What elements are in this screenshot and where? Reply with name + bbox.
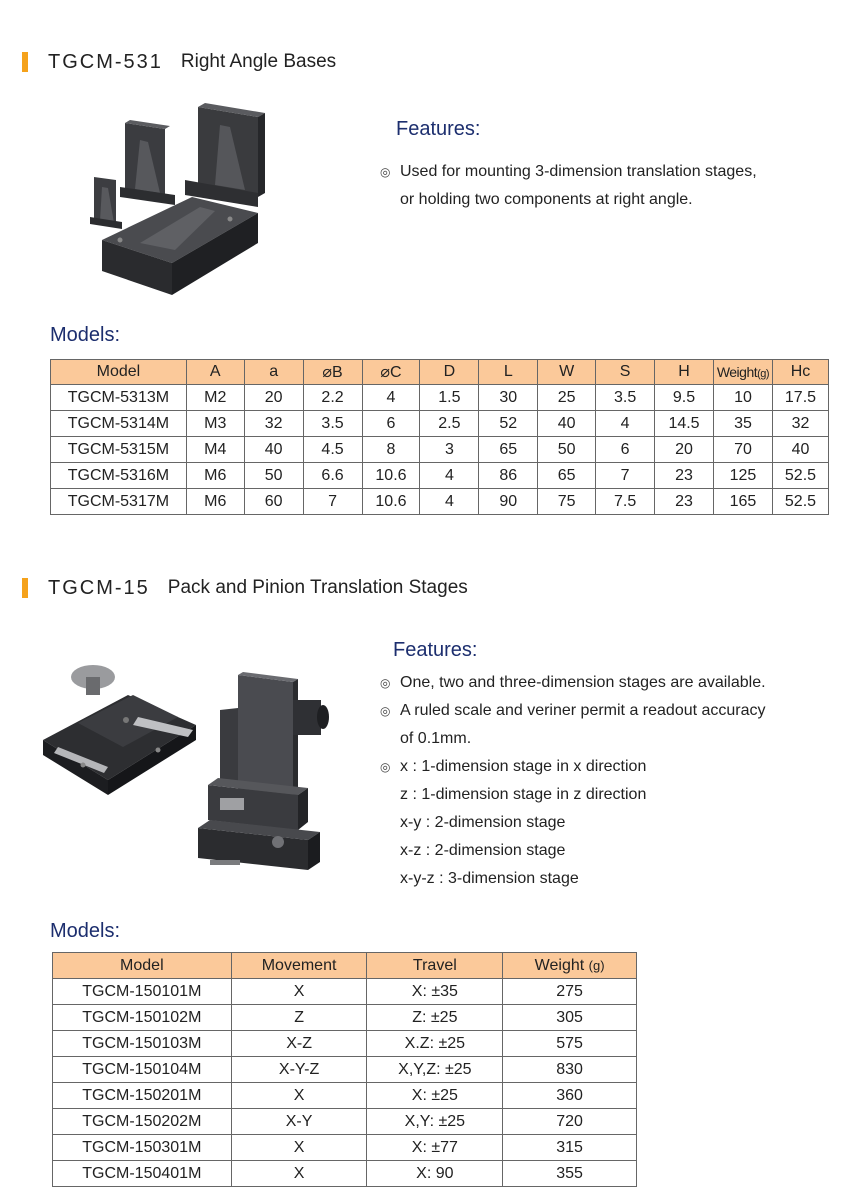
header-cell: H xyxy=(655,360,714,385)
features-list xyxy=(380,158,757,214)
models-title: Models: xyxy=(50,920,121,942)
table-cell: 3.5 xyxy=(303,411,362,437)
table-header-row xyxy=(53,953,637,979)
feature-line: or holding two components at right angle. xyxy=(400,191,693,208)
table-cell: 2.2 xyxy=(303,385,362,411)
bullet-icon: ◎ xyxy=(380,704,391,718)
table-cell: 52.5 xyxy=(772,463,828,489)
features-title: Features: xyxy=(393,639,478,661)
feature-line: x : 1-dimension stage in x direction xyxy=(400,758,647,775)
table-cell: 4 xyxy=(420,489,479,515)
feature-item xyxy=(380,753,766,893)
table-cell: X: 90 xyxy=(367,1161,503,1187)
table-cell: 23 xyxy=(655,489,714,515)
models-table-tgcm-531 xyxy=(50,359,829,515)
header-cell: A xyxy=(186,360,244,385)
section-heading-tgcm-531 xyxy=(22,50,336,74)
table-cell: X-Y xyxy=(231,1109,367,1135)
header-cell: Movement xyxy=(231,953,367,979)
table-row xyxy=(53,1161,637,1187)
table-cell: X.Z: ±25 xyxy=(367,1031,503,1057)
feature-line: of 0.1mm. xyxy=(400,730,472,747)
table-cell: TGCM-5315M xyxy=(51,437,187,463)
table-cell: 86 xyxy=(479,463,538,489)
feature-item xyxy=(380,158,757,214)
header-cell: Travel xyxy=(367,953,503,979)
models-title: Models: xyxy=(50,324,121,346)
header-cell-weight xyxy=(503,953,637,979)
models-table-tgcm-15 xyxy=(52,952,637,1187)
bullet-icon: ◎ xyxy=(380,760,391,774)
table-cell: 830 xyxy=(503,1057,637,1083)
table-cell: TGCM-150101M xyxy=(53,979,232,1005)
feature-line: Used for mounting 3-dimension translation stages, xyxy=(400,163,757,180)
header-cell: a xyxy=(244,360,303,385)
table-row xyxy=(53,1031,637,1057)
table-cell: TGCM-5317M xyxy=(51,489,187,515)
table-body xyxy=(51,385,829,515)
table-cell: 23 xyxy=(655,463,714,489)
table-cell: 60 xyxy=(244,489,303,515)
table-cell: X xyxy=(231,1083,367,1109)
feature-line: x-y-z : 3-dimension stage xyxy=(400,870,579,887)
table-cell: X,Y,Z: ±25 xyxy=(367,1057,503,1083)
table-cell: TGCM-150104M xyxy=(53,1057,232,1083)
table-cell: M3 xyxy=(186,411,244,437)
header-cell: ⌀B xyxy=(303,360,362,385)
table-cell: 275 xyxy=(503,979,637,1005)
features-list xyxy=(380,669,766,893)
table-cell: 10 xyxy=(713,385,772,411)
table-header-row xyxy=(51,360,829,385)
header-cell: Hc xyxy=(772,360,828,385)
table-cell: TGCM-5314M xyxy=(51,411,187,437)
table-row xyxy=(53,979,637,1005)
header-weight-unit: (g) xyxy=(588,957,605,973)
table-cell: 305 xyxy=(503,1005,637,1031)
table-cell: X xyxy=(231,1161,367,1187)
header-cell-weight xyxy=(713,360,772,385)
table-cell: X,Y: ±25 xyxy=(367,1109,503,1135)
header-cell: D xyxy=(420,360,479,385)
table-cell: 6.6 xyxy=(303,463,362,489)
header-cell: Model xyxy=(51,360,187,385)
table-cell: 32 xyxy=(772,411,828,437)
table-cell: 575 xyxy=(503,1031,637,1057)
right-angle-bases-product-image xyxy=(80,95,280,300)
table-cell: 1.5 xyxy=(420,385,479,411)
section-code: TGCM-531 xyxy=(48,50,163,73)
header-weight-unit: (g) xyxy=(757,368,770,380)
table-cell: 7.5 xyxy=(596,489,655,515)
table-cell: TGCM-150102M xyxy=(53,1005,232,1031)
table-cell: 50 xyxy=(244,463,303,489)
table-cell: TGCM-150202M xyxy=(53,1109,232,1135)
table-cell: M2 xyxy=(186,385,244,411)
header-cell: S xyxy=(596,360,655,385)
table-cell: TGCM-5313M xyxy=(51,385,187,411)
section-title: Right Angle Bases xyxy=(180,51,337,72)
table-cell: 165 xyxy=(713,489,772,515)
feature-line: x-z : 2-dimension stage xyxy=(400,842,566,859)
table-cell: 9.5 xyxy=(655,385,714,411)
table-cell: 70 xyxy=(713,437,772,463)
table-cell: 6 xyxy=(362,411,420,437)
table-cell: 50 xyxy=(538,437,596,463)
table-cell: 315 xyxy=(503,1135,637,1161)
section-code: TGCM-15 xyxy=(48,576,150,599)
table-cell: Z: ±25 xyxy=(367,1005,503,1031)
table-cell: 10.6 xyxy=(362,463,420,489)
table-cell: 4 xyxy=(420,463,479,489)
table-cell: X: ±25 xyxy=(367,1083,503,1109)
single-axis-stage-product-image xyxy=(38,655,198,805)
table-row xyxy=(51,489,829,515)
feature-line: A ruled scale and veriner permit a readout accuracy xyxy=(400,702,766,719)
table-cell: 90 xyxy=(479,489,538,515)
table-cell: TGCM-150301M xyxy=(53,1135,232,1161)
features-title: Features: xyxy=(396,118,481,140)
header-weight-label: Weight xyxy=(534,956,585,974)
table-row xyxy=(51,463,829,489)
table-row xyxy=(53,1057,637,1083)
table-cell: X-Y-Z xyxy=(231,1057,367,1083)
table-cell: M4 xyxy=(186,437,244,463)
table-cell: Z xyxy=(231,1005,367,1031)
table-row xyxy=(53,1005,637,1031)
table-row xyxy=(53,1109,637,1135)
table-cell: 3 xyxy=(420,437,479,463)
table-row xyxy=(51,411,829,437)
table-row xyxy=(53,1083,637,1109)
table-cell: TGCM-150103M xyxy=(53,1031,232,1057)
table-cell: 65 xyxy=(479,437,538,463)
table-cell: M6 xyxy=(186,463,244,489)
section-title: Pack and Pinion Translation Stages xyxy=(167,577,468,598)
section-accent-bar xyxy=(22,578,28,598)
table-cell: 125 xyxy=(713,463,772,489)
table-cell: 20 xyxy=(655,437,714,463)
table-body xyxy=(53,979,637,1187)
feature-item xyxy=(380,669,766,697)
table-cell: 17.5 xyxy=(772,385,828,411)
table-cell: X-Z xyxy=(231,1031,367,1057)
table-row xyxy=(53,1135,637,1161)
table-cell: 75 xyxy=(538,489,596,515)
table-cell: 35 xyxy=(713,411,772,437)
table-cell: 7 xyxy=(303,489,362,515)
table-cell: 2.5 xyxy=(420,411,479,437)
header-cell: ⌀C xyxy=(362,360,420,385)
feature-line: x-y : 2-dimension stage xyxy=(400,814,566,831)
table-cell: X xyxy=(231,1135,367,1161)
table-row xyxy=(51,385,829,411)
table-cell: 4.5 xyxy=(303,437,362,463)
table-cell: 40 xyxy=(244,437,303,463)
table-cell: TGCM-5316M xyxy=(51,463,187,489)
header-cell: L xyxy=(479,360,538,385)
table-cell: 4 xyxy=(596,411,655,437)
section-heading-tgcm-15 xyxy=(22,576,468,600)
table-cell: 14.5 xyxy=(655,411,714,437)
bullet-icon: ◎ xyxy=(380,165,391,179)
table-cell: 355 xyxy=(503,1161,637,1187)
table-cell: 360 xyxy=(503,1083,637,1109)
table-cell: 65 xyxy=(538,463,596,489)
header-weight-label: Weight xyxy=(716,364,758,380)
feature-line: z : 1-dimension stage in z direction xyxy=(400,786,647,803)
table-cell: 6 xyxy=(596,437,655,463)
table-cell: 10.6 xyxy=(362,489,420,515)
table-cell: TGCM-150201M xyxy=(53,1083,232,1109)
table-cell: 720 xyxy=(503,1109,637,1135)
table-cell: X xyxy=(231,979,367,1005)
header-cell: W xyxy=(538,360,596,385)
feature-line: One, two and three-dimension stages are available. xyxy=(400,674,766,691)
table-cell: 4 xyxy=(362,385,420,411)
table-cell: X: ±77 xyxy=(367,1135,503,1161)
table-cell: 30 xyxy=(479,385,538,411)
table-cell: 8 xyxy=(362,437,420,463)
section-accent-bar xyxy=(22,52,28,72)
table-cell: X: ±35 xyxy=(367,979,503,1005)
xyz-stage-product-image xyxy=(198,670,333,875)
table-cell: M6 xyxy=(186,489,244,515)
table-cell: 52.5 xyxy=(772,489,828,515)
feature-item xyxy=(380,697,766,753)
table-cell: 40 xyxy=(538,411,596,437)
bullet-icon: ◎ xyxy=(380,676,391,690)
table-cell: 20 xyxy=(244,385,303,411)
table-cell: TGCM-150401M xyxy=(53,1161,232,1187)
table-cell: 7 xyxy=(596,463,655,489)
table-cell: 40 xyxy=(772,437,828,463)
table-cell: 25 xyxy=(538,385,596,411)
table-cell: 3.5 xyxy=(596,385,655,411)
table-cell: 52 xyxy=(479,411,538,437)
table-row xyxy=(51,437,829,463)
table-cell: 32 xyxy=(244,411,303,437)
header-cell: Model xyxy=(53,953,232,979)
